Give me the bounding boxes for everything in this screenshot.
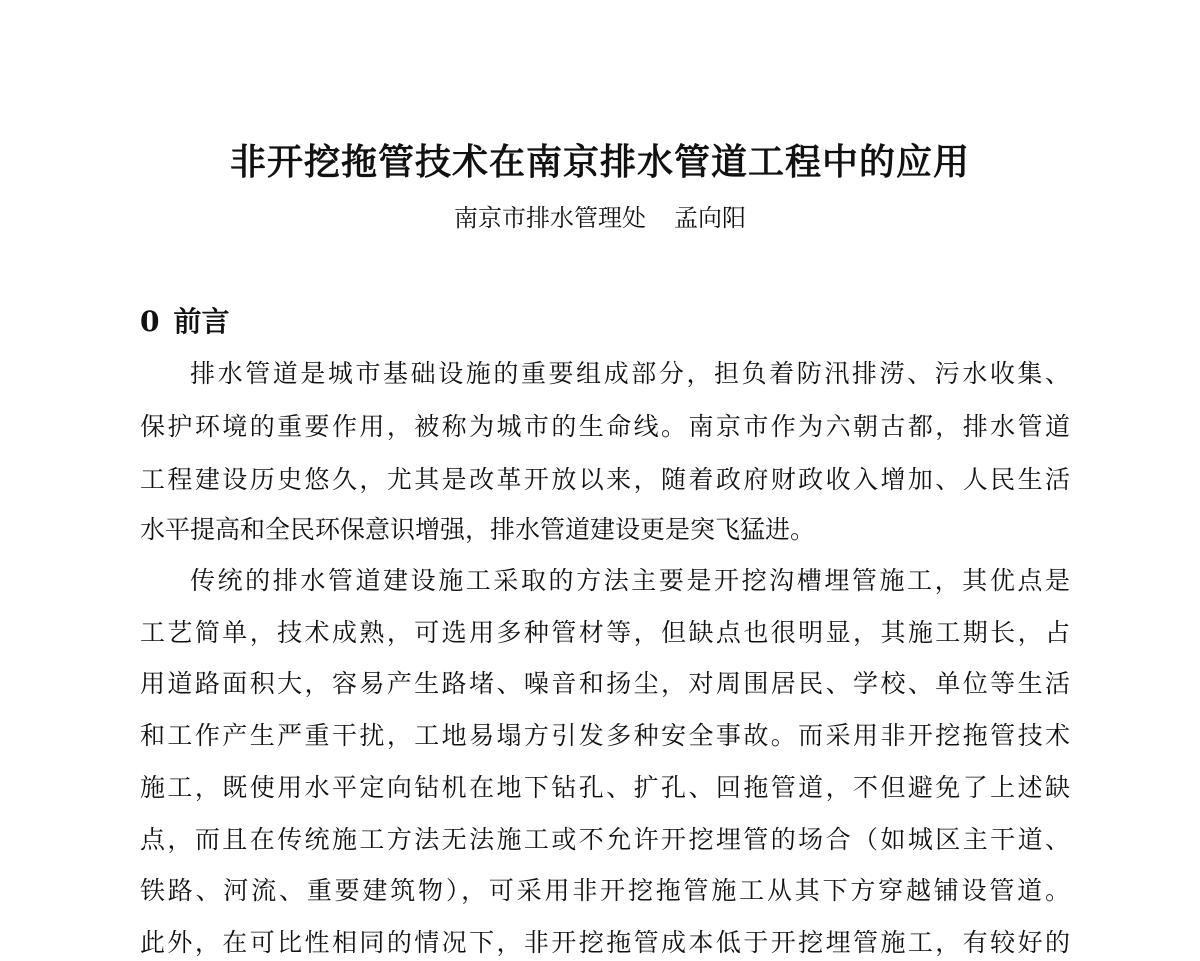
paragraph-2-line: 工艺简单，技术成熟，可选用多种管材等，但缺点也很明显，其施工期长，占 [140, 618, 1070, 647]
section-number: 0 [140, 305, 160, 338]
page-title: 非开挖拖管技术在南京排水管道工程中的应用 [229, 141, 970, 183]
byline-organization: 南京市排水管理处 [454, 204, 646, 232]
paragraph-2-line: 铁路、河流、重要建筑物），可采用非开挖拖管施工从其下方穿越铺设管道。 [140, 876, 1070, 905]
paragraph-2-line: 施工，既使用水平定向钻机在地下钻孔、扩孔、回拖管道，不但避免了上述缺 [140, 773, 1070, 802]
paragraph-2-line: 用道路面积大，容易产生路堵、噪音和扬尘，对周围居民、学校、单位等生活 [140, 669, 1070, 698]
byline-author: 孟向阳 [674, 204, 746, 232]
paragraph-2-line: 此外，在可比性相同的情况下，非开挖拖管成本低于开挖埋管施工，有较好的 [140, 928, 1070, 957]
paragraph-2-line: 和工作产生严重干扰，工地易塌方引发多种安全事故。而采用非开挖拖管技术 [140, 721, 1070, 750]
byline [0, 200, 1200, 236]
paragraph-2-line: 点，而且在传统施工方法无法施工或不允许开挖埋管的场合（如城区主干道、 [140, 825, 1070, 854]
paragraph-1-line: 工程建设历史悠久，尤其是改革开放以来，随着政府财政收入增加、人民生活 [140, 465, 1070, 494]
paragraph-2-line: 传统的排水管道建设施工采取的方法主要是开挖沟槽埋管施工，其优点是 [190, 566, 1070, 595]
paragraph-1-line: 水平提高和全民环保意识增强，排水管道建设更是突飞猛进。 [140, 515, 816, 544]
paragraph-1-line: 保护环境的重要作用，被称为城市的生命线。南京市作为六朝古都，排水管道 [140, 412, 1070, 441]
section-title: 前言 [173, 305, 230, 338]
section-heading [140, 300, 230, 344]
paragraph-1-line: 排水管道是城市基础设施的重要组成部分，担负着防汛排涝、污水收集、 [190, 359, 1070, 388]
